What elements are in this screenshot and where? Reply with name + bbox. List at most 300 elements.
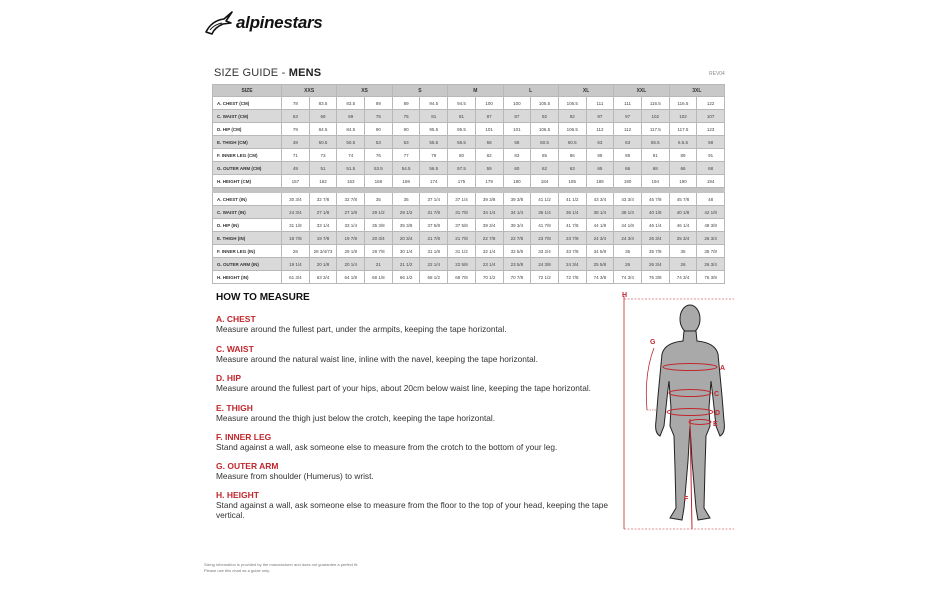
table-cell: 105.5	[558, 97, 586, 110]
disclaimer-line-2: Please use this chart as a guide only.	[204, 567, 270, 573]
table-cell: 122	[697, 97, 725, 110]
table-cell: 33 1/4	[337, 219, 365, 232]
table-cell: 112	[614, 123, 642, 136]
table-cell: 31 1/8	[282, 219, 310, 232]
measure-waist	[216, 344, 616, 364]
table-cell: 68	[641, 162, 669, 175]
table-cell: 34 5/8	[586, 245, 614, 258]
table-cell: 83	[503, 149, 531, 162]
table-cell: 34 1/4	[503, 206, 531, 219]
table-cell: 42 1/8	[697, 206, 725, 219]
table-cell: 54.5	[392, 162, 420, 175]
table-cell: 49	[282, 162, 310, 175]
table-cell: 100	[475, 97, 503, 110]
star-logo-icon	[204, 10, 234, 36]
table-cell: 169	[392, 175, 420, 188]
measure-chest	[216, 314, 616, 334]
table-cell: 64 1/8	[337, 271, 365, 284]
table-cell: 107	[697, 110, 725, 123]
table-cell: 94.5	[420, 97, 448, 110]
table-row	[213, 175, 725, 188]
table-cell: 19 7/8	[309, 232, 337, 245]
table-cell: 28 3/4/73	[309, 245, 337, 258]
disclaimer-line-1: Sizing information is provided by the manufacturer and does not guarantee a perfect fit.	[204, 562, 359, 567]
table-cell: 50.5	[337, 136, 365, 149]
table-cell: 175	[448, 175, 476, 188]
table-cell: 23 7/8	[558, 232, 586, 245]
table-cell: 92	[558, 110, 586, 123]
size-col-3xl: 3XL	[669, 85, 724, 97]
table-cell: 75	[392, 110, 420, 123]
table-cell: 29 1/8	[337, 245, 365, 258]
table-cell: 19 7/8	[337, 232, 365, 245]
table-cell: 194	[641, 175, 669, 188]
table-cell: 74 3/8	[586, 271, 614, 284]
size-header-row	[213, 85, 725, 97]
table-cell: 89	[392, 97, 420, 110]
table-cell: 57.5	[448, 162, 476, 175]
table-cell: 29 7/8	[365, 245, 393, 258]
table-cell: 68 1/2	[420, 271, 448, 284]
measure-heading: H. HEIGHT	[216, 490, 259, 500]
table-cell: 32 7/8	[337, 193, 365, 206]
table-cell: 27 1/8	[337, 206, 365, 219]
table-cell: 89	[669, 149, 697, 162]
table-cell: 23 7/8	[531, 232, 559, 245]
table-cell: 26	[614, 258, 642, 271]
table-cell: 81	[420, 110, 448, 123]
table-cell: 23 1/4	[475, 258, 503, 271]
table-cell: 21 7/8	[448, 232, 476, 245]
label-e: E	[713, 421, 718, 428]
table-cell: 18 7/8	[282, 232, 310, 245]
table-cell: 89	[614, 149, 642, 162]
table-cell: 25 3/4	[669, 232, 697, 245]
label-c: C	[714, 391, 720, 398]
measure-text: Measure from shoulder (Humerus) to wrist.	[216, 471, 374, 481]
table-cell: 21 1/2	[392, 258, 420, 271]
table-cell: 36 1/4	[558, 206, 586, 219]
table-cell: 74 3/4	[669, 271, 697, 284]
row-label: C. WAIST (IN)	[213, 206, 282, 219]
table-cell: 101	[475, 123, 503, 136]
table-cell: 88	[586, 149, 614, 162]
table-cell: 102	[669, 110, 697, 123]
table-cell: 31 1/8	[420, 245, 448, 258]
label-g: G	[650, 339, 656, 346]
table-cell: 41 1/2	[531, 193, 559, 206]
table-cell: 31 1/2	[448, 245, 476, 258]
label-a: A	[720, 365, 726, 372]
table-cell: 26	[669, 258, 697, 271]
table-cell: 97	[614, 110, 642, 123]
table-cell: 60	[503, 162, 531, 175]
measure-text: Measure around the fullest part of your hips, about 20cm below waist line, keeping the tape horizontal.	[216, 383, 591, 393]
table-cell: 74 3/4	[614, 271, 642, 284]
table-cell: 66 1/2	[392, 271, 420, 284]
table-cell: 22 1/4	[420, 258, 448, 271]
table-cell: 63	[558, 162, 586, 175]
table-cell: 23 5/8	[503, 258, 531, 271]
table-cell: 24 3/8	[531, 258, 559, 271]
label-f: F	[684, 496, 689, 503]
table-cell: 87	[503, 110, 531, 123]
table-cell: 20 1/4	[337, 258, 365, 271]
row-label: D. HIP (CM)	[213, 123, 282, 136]
table-cell: 20 1/8	[309, 258, 337, 271]
table-cell: 65.5	[641, 136, 669, 149]
table-cell: 30 1/4	[392, 245, 420, 258]
table-cell: 87	[475, 110, 503, 123]
table-cell: 41 1/2	[558, 193, 586, 206]
table-cell: 190	[614, 175, 642, 188]
table-cell: 39 3/4	[475, 219, 503, 232]
table-cell: 38 1/4	[586, 206, 614, 219]
table-cell: 180	[503, 175, 531, 188]
size-col-xs: XS	[337, 85, 392, 97]
row-label: E. THIGH (CM)	[213, 136, 282, 149]
table-cell: 84.5	[309, 123, 337, 136]
table-cell: 91	[697, 149, 725, 162]
table-row	[213, 206, 725, 219]
table-row	[213, 110, 725, 123]
measure-heading: G. OUTER ARM	[216, 461, 279, 471]
table-cell: 189	[586, 175, 614, 188]
table-cell: 40 1/8	[669, 206, 697, 219]
table-cell: 90	[392, 123, 420, 136]
size-table	[212, 84, 725, 284]
table-cell: 91	[641, 149, 669, 162]
table-row	[213, 97, 725, 110]
table-cell: 46 1/4	[669, 219, 697, 232]
table-cell: 35	[365, 193, 393, 206]
table-cell: 20 3/4	[392, 232, 420, 245]
table-cell: 100	[503, 97, 531, 110]
table-cell: 39 3/8	[475, 193, 503, 206]
table-cell: 66	[614, 162, 642, 175]
in-table-body	[213, 193, 725, 284]
table-cell: 69	[337, 110, 365, 123]
table-cell: 53	[392, 136, 420, 149]
table-cell: 68	[697, 136, 725, 149]
table-cell: 35 7/8	[641, 245, 669, 258]
table-cell: 40 1/8	[641, 206, 669, 219]
table-cell: 55.5	[420, 136, 448, 149]
table-cell: 163	[337, 175, 365, 188]
table-cell: 44 1/8	[614, 219, 642, 232]
table-cell: 82	[475, 149, 503, 162]
measure-text: Measure around the thigh just below the crotch, keeping the tape horizontal.	[216, 413, 496, 423]
table-cell: 33 1/4	[309, 219, 337, 232]
table-cell: 32 5/8	[503, 245, 531, 258]
table-cell: 35	[614, 245, 642, 258]
size-col-xxl: XXL	[614, 85, 669, 97]
table-cell: 85	[531, 149, 559, 162]
table-cell: 76	[365, 149, 393, 162]
table-cell: 89	[365, 97, 393, 110]
table-cell: 95.5	[448, 123, 476, 136]
table-cell: 157	[282, 175, 310, 188]
table-row	[213, 123, 725, 136]
measure-text: Stand against a wall, ask someone else to measure from the crotch to the bottom of your leg.	[216, 442, 558, 452]
row-label: E. THIGH (IN)	[213, 232, 282, 245]
table-cell: 106.5	[531, 123, 559, 136]
table-cell: 63	[614, 136, 642, 149]
table-cell: 106.5	[558, 123, 586, 136]
table-cell: 21	[365, 258, 393, 271]
table-cell: 60.5	[558, 136, 586, 149]
row-label: C. WAIST (CM)	[213, 110, 282, 123]
table-cell: 86	[558, 149, 586, 162]
table-cell: 43 3/4	[586, 193, 614, 206]
table-cell: 116.5	[669, 97, 697, 110]
page-title	[214, 67, 321, 79]
table-cell: 22 7/8	[503, 232, 531, 245]
table-row	[213, 232, 725, 245]
table-cell: 24 3/4	[586, 232, 614, 245]
table-cell: 72 1/2	[531, 271, 559, 284]
measure-heading: C. WAIST	[216, 344, 254, 354]
row-label: G. OUTER ARM (CM)	[213, 162, 282, 175]
table-cell: 84.5	[337, 123, 365, 136]
table-row	[213, 271, 725, 284]
table-cell: 61 3/4	[282, 271, 310, 284]
table-cell: 69	[309, 110, 337, 123]
table-cell: 37 1/4	[448, 193, 476, 206]
table-cell: 76 3/8	[697, 271, 725, 284]
table-cell: 35 3/8	[392, 219, 420, 232]
table-cell: 25 5/8	[586, 258, 614, 271]
table-cell: 24 3/4	[614, 232, 642, 245]
table-cell: 58	[503, 136, 531, 149]
measure-text: Stand against a wall, ask someone else to measure from the floor to the top of your head, keeping the tape vertical.	[216, 500, 609, 520]
table-cell: 117.5	[669, 123, 697, 136]
title-gender: MENS	[288, 67, 322, 79]
table-cell: 21 7/8	[420, 232, 448, 245]
table-cell: 58	[475, 136, 503, 149]
table-cell: 20 3/4	[365, 232, 393, 245]
label-h: H	[622, 292, 628, 299]
table-cell: 111	[586, 97, 614, 110]
table-cell: 81	[448, 110, 476, 123]
table-cell: 70 1/2	[475, 271, 503, 284]
table-cell: 41 7/8	[531, 219, 559, 232]
table-cell: 55.5	[448, 136, 476, 149]
table-cell: 41 7/8	[558, 219, 586, 232]
table-cell: 74	[337, 149, 365, 162]
table-cell: 194	[697, 175, 725, 188]
table-row	[213, 193, 725, 206]
table-cell: 117.5	[641, 123, 669, 136]
table-cell: 79	[282, 123, 310, 136]
disclaimer	[204, 562, 358, 573]
cm-table-body	[213, 97, 725, 188]
size-col-s: S	[392, 85, 447, 97]
table-cell: 35	[669, 245, 697, 258]
table-cell: 184	[531, 175, 559, 188]
measure-outer-arm	[216, 461, 616, 481]
table-cell: 83.5	[337, 97, 365, 110]
table-cell: 26 3/4	[641, 258, 669, 271]
label-d: D	[715, 410, 721, 417]
table-cell: 25 3/4	[641, 232, 669, 245]
brand-logo	[204, 8, 322, 38]
table-cell: 50.5	[309, 136, 337, 149]
table-cell: 75	[365, 110, 393, 123]
how-to-measure-title: HOW TO MEASURE	[216, 292, 310, 303]
table-cell: 62	[531, 162, 559, 175]
table-cell: 63	[586, 136, 614, 149]
table-cell: 32 7/8	[309, 193, 337, 206]
table-cell: 19 1/4	[282, 258, 310, 271]
table-cell: 48	[697, 193, 725, 206]
table-cell: 53.5	[365, 162, 393, 175]
measure-inner-leg	[216, 432, 616, 452]
table-cell: 31 7/8	[420, 206, 448, 219]
table-cell: 31 7/8	[448, 206, 476, 219]
table-cell: 39 3/4	[503, 219, 531, 232]
table-cell: 80	[448, 149, 476, 162]
table-cell: 94.5	[448, 97, 476, 110]
row-label: D. HIP (IN)	[213, 219, 282, 232]
table-cell: 83.5	[309, 97, 337, 110]
measure-height	[216, 490, 636, 520]
table-cell: 68 7/8	[448, 271, 476, 284]
revision-label: REV04	[709, 71, 725, 77]
table-cell: 35 3/8	[365, 219, 393, 232]
table-cell: 76 3/8	[641, 271, 669, 284]
table-cell: 116.5	[641, 97, 669, 110]
table-cell: 26 3/4	[697, 258, 725, 271]
table-cell: 56.5	[420, 162, 448, 175]
table-cell: 38 1/4	[614, 206, 642, 219]
size-col-m: M	[448, 85, 503, 97]
table-cell: 32 1/4	[475, 245, 503, 258]
table-cell: 22 5/8	[448, 258, 476, 271]
measure-heading: D. HIP	[216, 373, 242, 383]
table-row	[213, 162, 725, 175]
measure-text: Measure around the fullest part, under the armpits, keeping the tape horizontal.	[216, 324, 507, 334]
table-row	[213, 149, 725, 162]
table-cell: 72 7/8	[558, 271, 586, 284]
table-cell: 37 1/4	[420, 193, 448, 206]
size-col-xl: XL	[558, 85, 613, 97]
table-cell: 48	[282, 136, 310, 149]
table-row	[213, 136, 725, 149]
table-row	[213, 258, 725, 271]
size-header-label: SIZE	[213, 85, 282, 97]
table-cell: 24 3/4	[558, 258, 586, 271]
table-cell: 60.5	[531, 136, 559, 149]
table-cell: 71	[282, 149, 310, 162]
table-cell: 59	[475, 162, 503, 175]
table-cell: 90	[365, 123, 393, 136]
table-cell: 101	[503, 123, 531, 136]
table-cell: 79	[420, 149, 448, 162]
table-row	[213, 245, 725, 258]
table-cell: 162	[309, 175, 337, 188]
measure-heading: A. CHEST	[216, 314, 256, 324]
measure-thigh	[216, 403, 616, 423]
table-cell: 6.5.5	[669, 136, 697, 149]
table-cell: 29 1/2	[365, 206, 393, 219]
row-label: F. INNER LEG (IN)	[213, 245, 282, 258]
table-cell: 185	[558, 175, 586, 188]
table-cell: 51.5	[337, 162, 365, 175]
table-cell: 63 3/4	[309, 271, 337, 284]
measure-hip	[216, 373, 616, 393]
body-measurement-figure	[612, 286, 742, 546]
row-label: H. HEIGHT (CM)	[213, 175, 282, 188]
table-cell: 53	[365, 136, 393, 149]
table-cell: 112	[586, 123, 614, 136]
table-cell: 37 5/8	[448, 219, 476, 232]
measure-text: Measure around the natural waist line, inline with the navel, keeping the tape horizontal.	[216, 354, 538, 364]
measure-heading: F. INNER LEG	[216, 432, 272, 442]
table-cell: 36 1/4	[531, 206, 559, 219]
table-cell: 73	[309, 149, 337, 162]
table-cell: 43 3/4	[614, 193, 642, 206]
table-cell: 70 7/8	[503, 271, 531, 284]
table-cell: 34 1/4	[475, 206, 503, 219]
table-cell: 105.5	[531, 97, 559, 110]
measure-heading: E. THIGH	[216, 403, 253, 413]
table-cell: 30 3/4	[282, 193, 310, 206]
table-cell: 65	[586, 162, 614, 175]
table-cell: 111	[614, 97, 642, 110]
table-cell: 63	[282, 110, 310, 123]
size-col-l: L	[503, 85, 558, 97]
row-label: F. INNER LEG (CM)	[213, 149, 282, 162]
table-cell: 174	[420, 175, 448, 188]
table-cell: 37 5/8	[420, 219, 448, 232]
table-cell: 78	[282, 97, 310, 110]
table-cell: 39 3/8	[503, 193, 531, 206]
table-cell: 66	[669, 162, 697, 175]
table-cell: 123	[697, 123, 725, 136]
table-cell: 95.5	[420, 123, 448, 136]
table-cell: 77	[392, 149, 420, 162]
row-label: A. CHEST (IN)	[213, 193, 282, 206]
table-cell: 168	[365, 175, 393, 188]
table-cell: 45 7/8	[669, 193, 697, 206]
table-cell: 33 7/8	[558, 245, 586, 258]
table-cell: 46 1/4	[641, 219, 669, 232]
table-cell: 24 3/4	[282, 206, 310, 219]
table-cell: 28	[282, 245, 310, 258]
table-cell: 51	[309, 162, 337, 175]
table-cell: 68	[697, 162, 725, 175]
table-cell: 190	[669, 175, 697, 188]
table-cell: 26 3/4	[697, 232, 725, 245]
table-cell: 48 3/8	[697, 219, 725, 232]
table-cell: 92	[531, 110, 559, 123]
table-cell: 102	[641, 110, 669, 123]
row-label: G. OUTER ARM (IN)	[213, 258, 282, 271]
table-cell: 35 7/8	[697, 245, 725, 258]
row-label: A. CHEST (CM)	[213, 97, 282, 110]
table-cell: 22 7/8	[475, 232, 503, 245]
table-cell: 179	[475, 175, 503, 188]
table-cell: 33 2/4	[531, 245, 559, 258]
table-cell: 27 1/8	[309, 206, 337, 219]
table-cell: 44 1/8	[586, 219, 614, 232]
size-col-xxs: XXS	[282, 85, 337, 97]
table-cell: 45 7/8	[641, 193, 669, 206]
table-cell: 97	[586, 110, 614, 123]
title-prefix: SIZE GUIDE -	[214, 67, 289, 79]
row-label: H. HEIGHT (IN)	[213, 271, 282, 284]
